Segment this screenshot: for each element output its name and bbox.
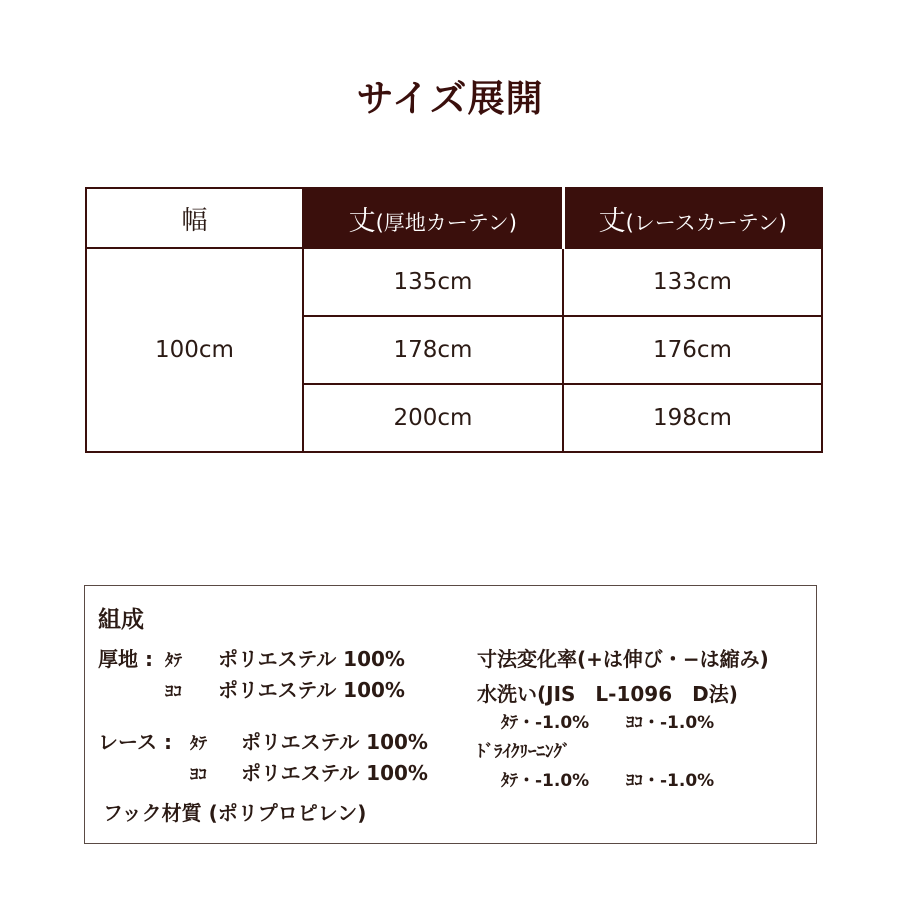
thick-length-cell: 135cm	[303, 248, 563, 316]
thick-weft-label: ﾖｺ	[165, 682, 182, 702]
dry-warp: ﾀﾃ・-1.0%	[501, 771, 590, 791]
thick-warp-label: ﾀﾃ	[165, 651, 182, 671]
lace-warp-value: ポリエステル 100%	[241, 730, 428, 754]
thick-warp-value: ポリエステル 100%	[218, 647, 405, 671]
composition-heading: 組成	[98, 607, 144, 633]
size-table-header-row	[86, 188, 822, 248]
lace-weft-value: ポリエステル 100%	[241, 761, 428, 785]
thick-weft-value: ポリエステル 100%	[218, 678, 405, 702]
header-lace-length	[563, 188, 822, 248]
table-row	[86, 248, 822, 316]
lace-length-cell: 198cm	[563, 384, 822, 452]
dimension-change-title: 寸法変化率(+は伸び・−は縮み)	[477, 647, 769, 671]
hook-material: フック材質 (ポリプロピレン)	[103, 801, 367, 825]
width-value-cell: 100cm	[86, 248, 303, 452]
header-thick-main: 丈	[348, 205, 376, 237]
lace-length-cell: 133cm	[563, 248, 822, 316]
wash-title: 水洗い(JIS L-1096 D法)	[477, 682, 738, 706]
thick-label: 厚地 :	[98, 647, 153, 671]
wash-warp: ﾀﾃ・-1.0%	[501, 713, 590, 733]
lace-length-cell: 176cm	[563, 316, 822, 384]
thick-length-cell: 178cm	[303, 316, 563, 384]
header-thick-length	[303, 188, 563, 248]
page-title: サイズ展開	[356, 77, 544, 120]
lace-warp-label: ﾀﾃ	[190, 734, 207, 754]
lace-weft-label: ﾖｺ	[190, 765, 207, 785]
dry-weft: ﾖｺ・-1.0%	[626, 771, 715, 791]
header-thick-sub: (厚地カーテン)	[375, 210, 517, 235]
wash-weft: ﾖｺ・-1.0%	[626, 713, 715, 733]
lace-label: レース :	[98, 730, 172, 754]
header-lace-main: 丈	[598, 205, 626, 237]
thick-length-cell: 200cm	[303, 384, 563, 452]
size-table	[85, 187, 821, 452]
dry-cleaning-title: ﾄﾞﾗｲｸﾘｰﾆﾝｸﾞ	[477, 742, 571, 762]
composition-box	[84, 585, 817, 844]
header-lace-sub: (レースカーテン)	[625, 210, 787, 235]
header-width: 幅	[86, 188, 303, 248]
